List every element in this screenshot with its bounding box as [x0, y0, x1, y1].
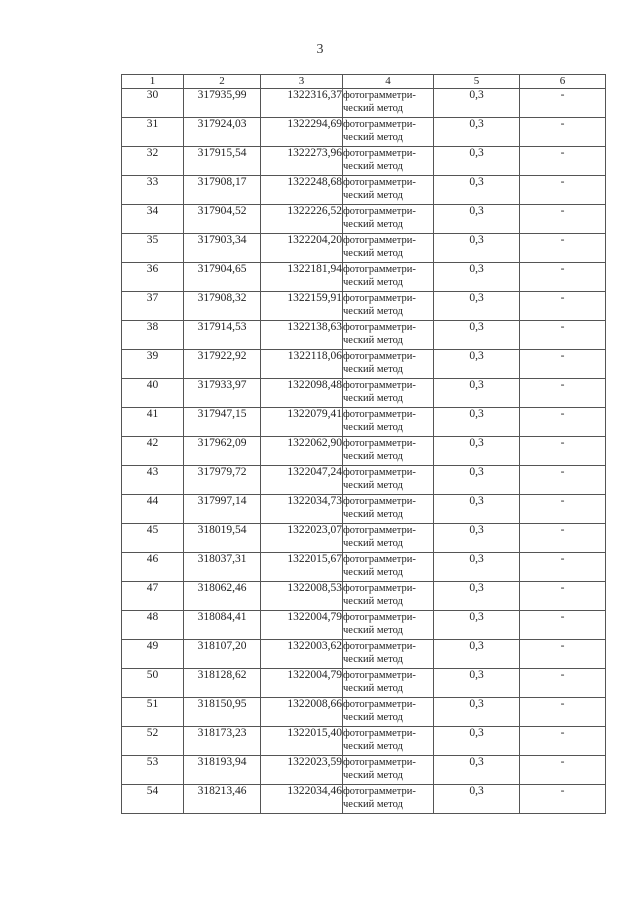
method-text-line: ческий метод — [343, 509, 403, 520]
method-text-line: ческий метод — [343, 770, 403, 781]
y-coordinate-cell: 1322159,91 — [261, 292, 343, 321]
method-cell — [343, 437, 434, 466]
y-coordinate-cell: 1322294,69 — [261, 118, 343, 147]
precision-cell: 0,3 — [434, 176, 520, 205]
note-cell: - — [520, 640, 606, 669]
method-text-line: ческий метод — [343, 712, 403, 723]
table-row — [122, 727, 606, 756]
point-number-cell: 40 — [122, 379, 184, 408]
y-coordinate-cell: 1322034,73 — [261, 495, 343, 524]
method-text-line: фотограмметри- — [343, 293, 416, 304]
method-text-line: фотограмметри- — [343, 467, 416, 478]
method-text-line: фотограмметри- — [343, 438, 416, 449]
x-coordinate-cell: 317962,09 — [184, 437, 261, 466]
point-number-cell: 32 — [122, 147, 184, 176]
method-text-line: ческий метод — [343, 422, 403, 433]
method-cell — [343, 408, 434, 437]
table-row — [122, 118, 606, 147]
precision-cell: 0,3 — [434, 118, 520, 147]
precision-cell: 0,3 — [434, 408, 520, 437]
table-row — [122, 350, 606, 379]
y-coordinate-cell: 1322273,96 — [261, 147, 343, 176]
precision-cell: 0,3 — [434, 466, 520, 495]
x-coordinate-cell: 317903,34 — [184, 234, 261, 263]
table-row — [122, 379, 606, 408]
column-header: 5 — [434, 75, 520, 89]
x-coordinate-cell: 317908,17 — [184, 176, 261, 205]
column-header: 3 — [261, 75, 343, 89]
note-cell: - — [520, 350, 606, 379]
method-text-line: ческий метод — [343, 799, 403, 810]
x-coordinate-cell: 318213,46 — [184, 785, 261, 814]
method-text-line: фотограмметри- — [343, 670, 416, 681]
method-text-line: ческий метод — [343, 625, 403, 636]
method-text-line: ческий метод — [343, 393, 403, 404]
precision-cell: 0,3 — [434, 234, 520, 263]
y-coordinate-cell: 1322003,62 — [261, 640, 343, 669]
column-header: 4 — [343, 75, 434, 89]
method-text-line: ческий метод — [343, 161, 403, 172]
table-row — [122, 437, 606, 466]
precision-cell: 0,3 — [434, 553, 520, 582]
column-header: 2 — [184, 75, 261, 89]
table-row — [122, 640, 606, 669]
x-coordinate-cell: 318128,62 — [184, 669, 261, 698]
note-cell: - — [520, 495, 606, 524]
note-cell: - — [520, 321, 606, 350]
table-row — [122, 263, 606, 292]
method-cell — [343, 263, 434, 292]
point-number-cell: 52 — [122, 727, 184, 756]
note-cell: - — [520, 176, 606, 205]
point-number-cell: 46 — [122, 553, 184, 582]
x-coordinate-cell: 318037,31 — [184, 553, 261, 582]
column-header: 1 — [122, 75, 184, 89]
x-coordinate-cell: 317979,72 — [184, 466, 261, 495]
precision-cell: 0,3 — [434, 205, 520, 234]
precision-cell: 0,3 — [434, 756, 520, 785]
point-number-cell: 37 — [122, 292, 184, 321]
note-cell: - — [520, 379, 606, 408]
table-row — [122, 321, 606, 350]
y-coordinate-cell: 1322118,06 — [261, 350, 343, 379]
column-header: 6 — [520, 75, 606, 89]
y-coordinate-cell: 1322008,66 — [261, 698, 343, 727]
note-cell: - — [520, 669, 606, 698]
table-row — [122, 176, 606, 205]
method-text-line: ческий метод — [343, 103, 403, 114]
method-text-line: ческий метод — [343, 190, 403, 201]
note-cell: - — [520, 263, 606, 292]
x-coordinate-cell: 317933,97 — [184, 379, 261, 408]
method-cell — [343, 89, 434, 118]
point-number-cell: 34 — [122, 205, 184, 234]
point-number-cell: 41 — [122, 408, 184, 437]
y-coordinate-cell: 1322316,37 — [261, 89, 343, 118]
x-coordinate-cell: 318150,95 — [184, 698, 261, 727]
method-text-line: фотограмметри- — [343, 496, 416, 507]
point-number-cell: 48 — [122, 611, 184, 640]
y-coordinate-cell: 1322023,07 — [261, 524, 343, 553]
method-cell — [343, 727, 434, 756]
note-cell: - — [520, 292, 606, 321]
point-number-cell: 54 — [122, 785, 184, 814]
table-row — [122, 785, 606, 814]
method-text-line: фотограмметри- — [343, 235, 416, 246]
method-text-line: фотограмметри- — [343, 583, 416, 594]
method-cell — [343, 698, 434, 727]
y-coordinate-cell: 1322015,40 — [261, 727, 343, 756]
x-coordinate-cell: 318173,23 — [184, 727, 261, 756]
precision-cell: 0,3 — [434, 698, 520, 727]
method-text-line: фотограмметри- — [343, 641, 416, 652]
method-text-line: ческий метод — [343, 596, 403, 607]
table-row — [122, 611, 606, 640]
y-coordinate-cell: 1322079,41 — [261, 408, 343, 437]
page-number: 3 — [316, 42, 324, 57]
note-cell: - — [520, 437, 606, 466]
precision-cell: 0,3 — [434, 350, 520, 379]
table-row — [122, 292, 606, 321]
precision-cell: 0,3 — [434, 292, 520, 321]
point-number-cell: 47 — [122, 582, 184, 611]
x-coordinate-cell: 317924,03 — [184, 118, 261, 147]
method-text-line: фотограмметри- — [343, 351, 416, 362]
table-row — [122, 553, 606, 582]
y-coordinate-cell: 1322004,79 — [261, 669, 343, 698]
table-header-row — [122, 75, 606, 89]
method-cell — [343, 176, 434, 205]
y-coordinate-cell: 1322034,46 — [261, 785, 343, 814]
point-number-cell: 33 — [122, 176, 184, 205]
note-cell: - — [520, 553, 606, 582]
table-row — [122, 89, 606, 118]
table-row — [122, 495, 606, 524]
method-cell — [343, 350, 434, 379]
x-coordinate-cell: 317908,32 — [184, 292, 261, 321]
y-coordinate-cell: 1322008,53 — [261, 582, 343, 611]
point-number-cell: 49 — [122, 640, 184, 669]
point-number-cell: 44 — [122, 495, 184, 524]
precision-cell: 0,3 — [434, 495, 520, 524]
method-text-line: фотограмметри- — [343, 612, 416, 623]
y-coordinate-cell: 1322023,59 — [261, 756, 343, 785]
y-coordinate-cell: 1322047,24 — [261, 466, 343, 495]
point-number-cell: 53 — [122, 756, 184, 785]
method-text-line: ческий метод — [343, 567, 403, 578]
note-cell: - — [520, 698, 606, 727]
method-text-line: ческий метод — [343, 306, 403, 317]
note-cell: - — [520, 611, 606, 640]
precision-cell: 0,3 — [434, 785, 520, 814]
table-row — [122, 698, 606, 727]
method-text-line: ческий метод — [343, 132, 403, 143]
method-cell — [343, 611, 434, 640]
y-coordinate-cell: 1322138,63 — [261, 321, 343, 350]
method-cell — [343, 756, 434, 785]
point-number-cell: 38 — [122, 321, 184, 350]
method-text-line: фотограмметри- — [343, 119, 416, 130]
method-text-line: фотограмметри- — [343, 786, 416, 797]
table-row — [122, 756, 606, 785]
method-text-line: ческий метод — [343, 538, 403, 549]
table-row — [122, 205, 606, 234]
method-text-line: ческий метод — [343, 277, 403, 288]
note-cell: - — [520, 756, 606, 785]
method-text-line: фотограмметри- — [343, 554, 416, 565]
x-coordinate-cell: 317997,14 — [184, 495, 261, 524]
note-cell: - — [520, 118, 606, 147]
method-text-line: ческий метод — [343, 248, 403, 259]
table-row — [122, 234, 606, 263]
coordinates-table — [121, 74, 606, 814]
x-coordinate-cell: 317935,99 — [184, 89, 261, 118]
method-cell — [343, 553, 434, 582]
point-number-cell: 39 — [122, 350, 184, 379]
method-cell — [343, 640, 434, 669]
precision-cell: 0,3 — [434, 147, 520, 176]
method-text-line: ческий метод — [343, 741, 403, 752]
table-row — [122, 524, 606, 553]
method-text-line: фотограмметри- — [343, 264, 416, 275]
method-text-line: ческий метод — [343, 219, 403, 230]
precision-cell: 0,3 — [434, 263, 520, 292]
precision-cell: 0,3 — [434, 611, 520, 640]
x-coordinate-cell: 318019,54 — [184, 524, 261, 553]
y-coordinate-cell: 1322062,90 — [261, 437, 343, 466]
table-row — [122, 669, 606, 698]
note-cell: - — [520, 785, 606, 814]
method-text-line: фотограмметри- — [343, 380, 416, 391]
y-coordinate-cell: 1322181,94 — [261, 263, 343, 292]
table-row — [122, 147, 606, 176]
table-row — [122, 582, 606, 611]
note-cell: - — [520, 147, 606, 176]
method-text-line: фотограмметри- — [343, 90, 416, 101]
method-text-line: фотограмметри- — [343, 757, 416, 768]
x-coordinate-cell: 317915,54 — [184, 147, 261, 176]
point-number-cell: 30 — [122, 89, 184, 118]
note-cell: - — [520, 408, 606, 437]
method-cell — [343, 669, 434, 698]
method-cell — [343, 321, 434, 350]
y-coordinate-cell: 1322204,20 — [261, 234, 343, 263]
x-coordinate-cell: 317922,92 — [184, 350, 261, 379]
point-number-cell: 35 — [122, 234, 184, 263]
precision-cell: 0,3 — [434, 89, 520, 118]
precision-cell: 0,3 — [434, 669, 520, 698]
note-cell: - — [520, 727, 606, 756]
y-coordinate-cell: 1322098,48 — [261, 379, 343, 408]
method-text-line: ческий метод — [343, 364, 403, 375]
method-text-line: фотограмметри- — [343, 728, 416, 739]
note-cell: - — [520, 205, 606, 234]
point-number-cell: 42 — [122, 437, 184, 466]
point-number-cell: 43 — [122, 466, 184, 495]
method-cell — [343, 466, 434, 495]
method-text-line: фотограмметри- — [343, 177, 416, 188]
y-coordinate-cell: 1322004,79 — [261, 611, 343, 640]
method-text-line: фотограмметри- — [343, 148, 416, 159]
precision-cell: 0,3 — [434, 640, 520, 669]
method-cell — [343, 292, 434, 321]
precision-cell: 0,3 — [434, 582, 520, 611]
x-coordinate-cell: 317904,65 — [184, 263, 261, 292]
method-text-line: ческий метод — [343, 654, 403, 665]
method-cell — [343, 147, 434, 176]
precision-cell: 0,3 — [434, 727, 520, 756]
method-text-line: ческий метод — [343, 335, 403, 346]
x-coordinate-cell: 317904,52 — [184, 205, 261, 234]
note-cell: - — [520, 524, 606, 553]
method-cell — [343, 234, 434, 263]
point-number-cell: 50 — [122, 669, 184, 698]
table-row — [122, 466, 606, 495]
method-cell — [343, 495, 434, 524]
y-coordinate-cell: 1322226,52 — [261, 205, 343, 234]
x-coordinate-cell: 318193,94 — [184, 756, 261, 785]
point-number-cell: 45 — [122, 524, 184, 553]
method-text-line: ческий метод — [343, 451, 403, 462]
y-coordinate-cell: 1322248,68 — [261, 176, 343, 205]
precision-cell: 0,3 — [434, 321, 520, 350]
point-number-cell: 31 — [122, 118, 184, 147]
x-coordinate-cell: 318107,20 — [184, 640, 261, 669]
method-cell — [343, 582, 434, 611]
y-coordinate-cell: 1322015,67 — [261, 553, 343, 582]
precision-cell: 0,3 — [434, 437, 520, 466]
method-text-line: ческий метод — [343, 480, 403, 491]
x-coordinate-cell: 318084,41 — [184, 611, 261, 640]
note-cell: - — [520, 582, 606, 611]
x-coordinate-cell: 317914,53 — [184, 321, 261, 350]
note-cell: - — [520, 234, 606, 263]
method-text-line: фотограмметри- — [343, 322, 416, 333]
x-coordinate-cell: 317947,15 — [184, 408, 261, 437]
point-number-cell: 36 — [122, 263, 184, 292]
method-cell — [343, 205, 434, 234]
method-cell — [343, 524, 434, 553]
method-text-line: фотограмметри- — [343, 409, 416, 420]
method-text-line: фотограмметри- — [343, 699, 416, 710]
method-text-line: фотограмметри- — [343, 525, 416, 536]
table-row — [122, 408, 606, 437]
method-text-line: ческий метод — [343, 683, 403, 694]
note-cell: - — [520, 89, 606, 118]
precision-cell: 0,3 — [434, 524, 520, 553]
method-text-line: фотограмметри- — [343, 206, 416, 217]
method-cell — [343, 118, 434, 147]
method-cell — [343, 785, 434, 814]
point-number-cell: 51 — [122, 698, 184, 727]
note-cell: - — [520, 466, 606, 495]
x-coordinate-cell: 318062,46 — [184, 582, 261, 611]
method-cell — [343, 379, 434, 408]
precision-cell: 0,3 — [434, 379, 520, 408]
